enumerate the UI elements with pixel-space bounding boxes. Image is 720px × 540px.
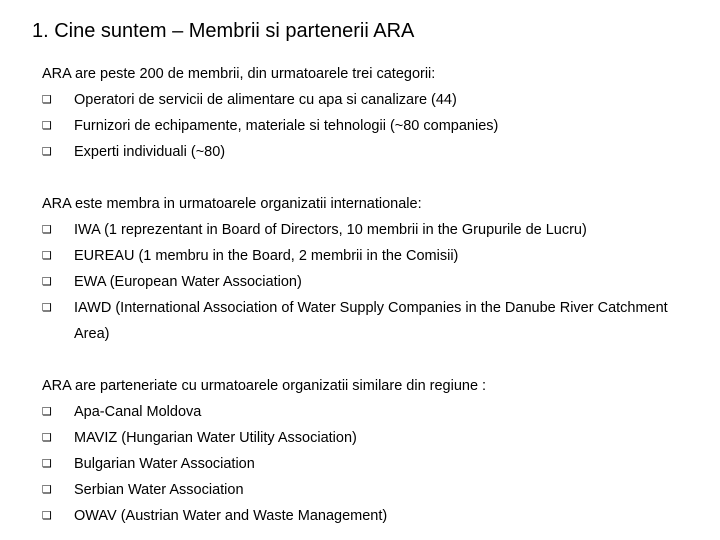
list-item-text: Serbian Water Association bbox=[74, 482, 244, 498]
list-item bbox=[42, 399, 682, 425]
checkbox-bullet-icon: ❑ bbox=[42, 406, 52, 418]
checkbox-bullet-icon: ❑ bbox=[42, 484, 52, 496]
members-section bbox=[42, 61, 682, 165]
list-item bbox=[42, 87, 682, 113]
list-item bbox=[42, 243, 682, 269]
checkbox-bullet-icon: ❑ bbox=[42, 510, 52, 522]
bullet-list bbox=[42, 87, 682, 165]
slide-title: 1. Cine suntem – Membrii si partenerii ARA bbox=[32, 20, 415, 42]
regional-partnerships-section bbox=[42, 373, 682, 529]
list-item-text: IWA (1 reprezentant in Board of Directors, 10 membrii in the Grupurile de Lucru) bbox=[74, 222, 587, 238]
list-item-text: Operatori de servicii de alimentare cu apa si canalizare (44) bbox=[74, 92, 457, 108]
list-item-text: EWA (European Water Association) bbox=[74, 274, 302, 290]
list-item bbox=[42, 451, 682, 477]
list-item-text: OWAV (Austrian Water and Waste Management) bbox=[74, 508, 388, 524]
section-intro: ARA are peste 200 de membrii, din urmatoarele trei categorii: bbox=[42, 66, 436, 82]
checkbox-bullet-icon: ❑ bbox=[42, 302, 52, 314]
list-item-text: IAWD (International Association of Water Supply Companies in the Danube River Catchment Area) bbox=[74, 300, 668, 342]
slide-content bbox=[42, 61, 682, 529]
list-item bbox=[42, 269, 682, 295]
checkbox-bullet-icon: ❑ bbox=[42, 458, 52, 470]
section-intro: ARA este membra in urmatoarele organizatii internationale: bbox=[42, 196, 422, 212]
bullet-list bbox=[42, 217, 682, 347]
checkbox-bullet-icon: ❑ bbox=[42, 146, 52, 158]
list-item bbox=[42, 139, 682, 165]
list-item-text: EUREAU (1 membru in the Board, 2 membrii in the Comisii) bbox=[74, 248, 459, 264]
checkbox-bullet-icon: ❑ bbox=[42, 94, 52, 106]
list-item bbox=[42, 477, 682, 503]
list-item-text: Bulgarian Water Association bbox=[74, 456, 255, 472]
checkbox-bullet-icon: ❑ bbox=[42, 120, 52, 132]
list-item-text: Apa-Canal Moldova bbox=[74, 404, 202, 420]
bullet-list bbox=[42, 399, 682, 529]
checkbox-bullet-icon: ❑ bbox=[42, 276, 52, 288]
international-organizations-section bbox=[42, 191, 682, 347]
checkbox-bullet-icon: ❑ bbox=[42, 250, 52, 262]
list-item-text: Experti individuali (~80) bbox=[74, 144, 226, 160]
list-item bbox=[42, 113, 682, 139]
list-item-text: MAVIZ (Hungarian Water Utility Association) bbox=[74, 430, 357, 446]
list-item bbox=[42, 425, 682, 451]
list-item bbox=[42, 217, 682, 243]
checkbox-bullet-icon: ❑ bbox=[42, 224, 52, 236]
list-item bbox=[42, 503, 682, 529]
section-intro: ARA are parteneriate cu urmatoarele organizatii similare din regiune : bbox=[42, 378, 487, 394]
list-item-text: Furnizori de echipamente, materiale si tehnologii (~80 companies) bbox=[74, 118, 499, 134]
checkbox-bullet-icon: ❑ bbox=[42, 432, 52, 444]
list-item bbox=[42, 295, 682, 347]
